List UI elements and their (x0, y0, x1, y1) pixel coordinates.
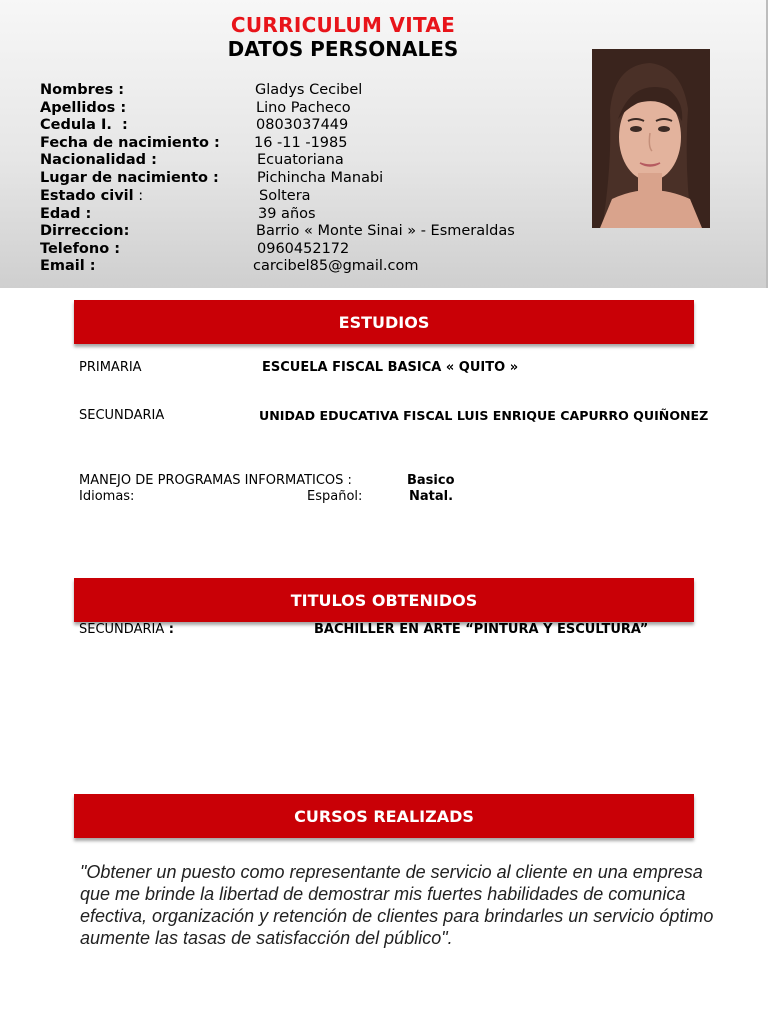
objective-line-4: aumente las tasas de satisfacción del público". (80, 928, 453, 948)
label-nombres: Nombres : (40, 82, 125, 98)
objective-line-3: efectiva, organización y retención de clientes para brindarles un servicio óptimo (80, 906, 714, 926)
label-cedula: Cedula I. : (40, 117, 128, 133)
value-lugar: Pichincha Manabi (257, 170, 384, 186)
value-nacionalidad: Ecuatoriana (257, 152, 344, 168)
value-primaria: ESCUELA FISCAL BASICA « QUITO » (262, 360, 519, 375)
value-titulo: BACHILLER EN ARTE “PINTURA Y ESCULTURA” (314, 622, 649, 637)
value-nombres: Gladys Cecibel (255, 82, 363, 98)
label-titulo-secundaria-text: SECUNDARIA (79, 622, 165, 637)
value-idioma-espanol: Natal. (409, 489, 454, 504)
label-direccion: Dirreccion: (40, 223, 130, 239)
value-cedula: 0803037449 (256, 117, 349, 133)
value-email: carcibel85@gmail.com (253, 258, 419, 274)
label-primaria: PRIMARIA (79, 360, 142, 375)
document-title: CURRICULUM VITAE (230, 13, 456, 37)
label-idioma-espanol: Español: (307, 489, 363, 504)
label-telefono: Telefono : (40, 241, 121, 257)
label-email: Email : (40, 258, 96, 274)
label-titulo-secundaria (79, 622, 174, 638)
label-programas: MANEJO DE PROGRAMAS INFORMATICOS : (79, 473, 352, 488)
value-fecha: 16 -11 -1985 (254, 135, 348, 151)
value-edad: 39 años (258, 206, 316, 222)
label-lugar: Lugar de nacimiento : (40, 170, 219, 186)
value-apellidos: Lino Pacheco (256, 100, 351, 116)
banner-titulos: TITULOS OBTENIDOS (74, 578, 694, 622)
label-edad: Edad : (40, 206, 92, 222)
objective-quote (80, 861, 768, 949)
label-secundaria: SECUNDARIA (79, 408, 165, 423)
header-panel (0, 0, 768, 288)
value-secundaria: UNIDAD EDUCATIVA FISCAL LUIS ENRIQUE CAPURRO QUIÑONEZ (259, 408, 709, 423)
value-estado: Soltera (259, 188, 311, 204)
banner-cursos: CURSOS REALIZADS (74, 794, 694, 838)
label-fecha: Fecha de nacimiento : (40, 135, 220, 151)
value-telefono: 0960452172 (257, 241, 350, 257)
banner-estudios: ESTUDIOS (74, 300, 694, 344)
label-estado (40, 187, 143, 205)
label-estado-colon: : (133, 188, 144, 204)
label-estado-text: Estado civil (40, 188, 134, 204)
label-idiomas: Idiomas: (79, 489, 135, 504)
value-direccion: Barrio « Monte Sinai » - Esmeraldas (256, 223, 515, 239)
value-programas: Basico (407, 473, 455, 488)
label-titulo-colon: : (164, 622, 174, 637)
label-nacionalidad: Nacionalidad : (40, 152, 157, 168)
profile-photo (592, 49, 710, 228)
objective-line-2: que me brinde la libertad de demostrar mis fuertes habilidades de comunica (80, 884, 686, 904)
objective-line-1: "Obtener un puesto como representante de servicio al cliente en una empresa (80, 862, 703, 882)
label-apellidos: Apellidos : (40, 100, 127, 116)
section-title-personal: DATOS PERSONALES (227, 37, 459, 61)
